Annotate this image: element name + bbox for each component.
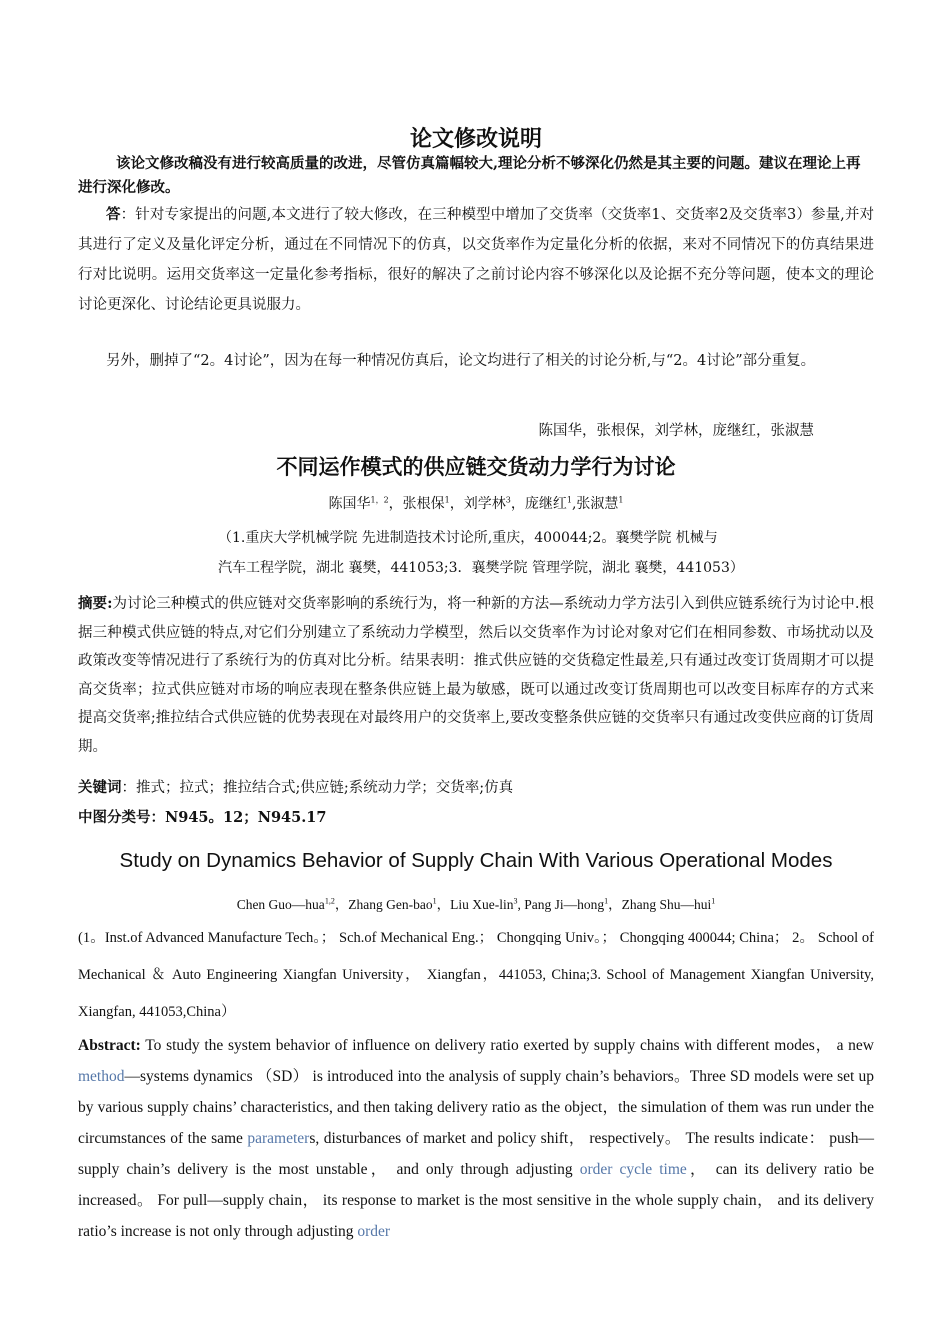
revision-signature: 陈国华，张根保，刘学林，庞继红，张淑慧: [538, 423, 814, 439]
abstract-cn-label: 摘要:: [78, 595, 113, 612]
author-cn: ，庞继红: [510, 496, 567, 512]
author-cn: ，刘学林: [449, 496, 506, 512]
author-en: ，Zhang Shu—hui: [608, 897, 712, 912]
author-sup: 1，2: [370, 495, 389, 505]
term-link-order-cycle-time[interactable]: order cycle time: [579, 1161, 687, 1178]
author-sup: 3: [505, 495, 511, 505]
author-sup: 1: [566, 495, 572, 505]
author-sup: 1: [711, 896, 716, 906]
author-sup: 1: [444, 495, 450, 505]
author-cn: ，张根保: [388, 496, 445, 512]
term-link-order[interactable]: order: [357, 1223, 391, 1240]
keywords-label: 关键词: [78, 779, 122, 796]
affiliation-en: (1。Inst.of Advanced Manufacture Tech。； Sch.of Mechanical Eng.； Chongqing Univ。； Chongqing 400044; China； 2。 School of Mechanical ＆ Auto Engineering Xiangfan University， Xiangfan，441053, China;3. School of Management Xiangfan University, Xiangfan, 441053,China）: [78, 930, 874, 1020]
author-en: ，Liu Xue-lin: [436, 897, 514, 912]
author-en: ，Zhang Gen-bao: [334, 897, 433, 912]
abstract-cn-text: 为讨论三种模式的供应链对交货率影响的系统行为，将一种新的方法—系统动力学方法引入到供应链系统行为讨论中.根据三种模式供应链的特点,对它们分别建立了系统动力学模型，然后以交货率作为讨论对象对它们在相同参数、市场扰动以及政策改变等情况进行了系统行为的仿真对比分析。结果表明：推式供应链的交货稳定性最差,只有通过改变订货周期才可以提高交货率；拉式供应链对市场的响应表现在整条供应链上最为敏感，既可以通过改变订货周期也可以改变目标库存的方式来提高交货率;推拉结合式供应链的优势表现在对最终用户的交货率上,要改变整条供应链的交货率只有通过改变供应商的订货周期。: [78, 596, 874, 755]
term-link-parameter[interactable]: parameter: [247, 1130, 310, 1147]
abstract-en-part: ， can its delivery ratio be increased。 For pull—supply chain， its response to market is the most sensitive in the whole supply chain， and its delivery ratio’s increase is not only through adjusting: [78, 1161, 874, 1240]
affiliation-cn-line2: 汽车工程学院，湖北 襄樊，441053;3．襄樊学院 管理学院，湖北 襄樊，441053）: [218, 560, 744, 576]
affiliation-cn-line1: （1.重庆大学机械学院 先进制造技术讨论所,重庆，400044;2。襄樊学院 机械与: [218, 530, 718, 546]
paper-title-cn: 不同运作模式的供应链交货动力学行为讨论: [276, 454, 676, 479]
author-sup: 1: [618, 495, 624, 505]
author-en: Chen Guo—hua: [236, 897, 325, 912]
author-sup: 1,2: [324, 896, 335, 906]
authors-cn: [78, 490, 874, 518]
revision-title: 论文修改说明: [409, 126, 542, 152]
term-link-method[interactable]: method: [78, 1068, 125, 1085]
author-cn: ,张淑慧: [571, 496, 619, 512]
abstract-en-part: —systems dynamics （SD） is introduced into the analysis of supply chain’s behaviors。Three SD models were set up by various supply chains’ characteristics, and then taking delivery ratio as the object，the simulation of them was run under the circumstances of the same: [78, 1068, 874, 1147]
abstract-cn: [78, 590, 874, 761]
answer-label: 答: [106, 206, 121, 223]
author-sup: 1: [432, 896, 437, 906]
abstract-en-label: Abstract:: [78, 1037, 141, 1054]
paper-title-en: Study on Dynamics Behavior of Supply Chain With Various Operational Modes: [119, 849, 833, 872]
abstract-en-part: To study the system behavior of influence on delivery ratio exerted by supply chains with different modes， a new: [140, 1037, 874, 1054]
author-en: , Pang Ji—hong: [517, 897, 605, 912]
keywords-text: ：推式；拉式；推拉结合式;供应链;系统动力学；交货率;仿真: [121, 780, 514, 796]
author-cn: 陈国华: [328, 496, 371, 512]
author-sup: 1: [604, 896, 609, 906]
abstract-en-part: s, disturbances of market and policy shift， respectively。 The results indicate： push—supply chain’s delivery is the most unstable， and only through adjusting: [78, 1130, 874, 1178]
abstract-en: [78, 1030, 874, 1247]
answer-paragraph: [78, 200, 874, 320]
classification-number: 中图分类号：N945。12；N945.17: [78, 809, 327, 826]
additional-paragraph: 另外，删掉了“2。4讨论”，因为在每一种情况仿真后，论文均进行了相关的讨论分析,与“2。4讨论”部分重复。: [106, 353, 816, 369]
authors-en: [78, 893, 874, 917]
reviewer-comment: 该论文修改稿没有进行较高质量的改进，尽管仿真篇幅较大,理论分析不够深化仍然是其主要的问题。建议在理论上再进行深化修改。: [78, 155, 861, 196]
keywords: [78, 774, 874, 802]
answer-text: ：针对专家提出的问题,本文进行了较大修改，在三种模型中增加了交货率（交货率1、交货率2及交货率3）参量,并对其进行了定义及量化评定分析，通过在不同情况下的仿真，以交货率作为定量化分析的依据，来对不同情况下的仿真结果进行对比说明。运用交货率这一定量化参考指标，很好的解决了之前讨论内容不够深化以及论据不充分等问题，使本文的理论讨论更深化、讨论结论更具说服力。: [78, 207, 875, 313]
author-sup: 3: [513, 896, 518, 906]
